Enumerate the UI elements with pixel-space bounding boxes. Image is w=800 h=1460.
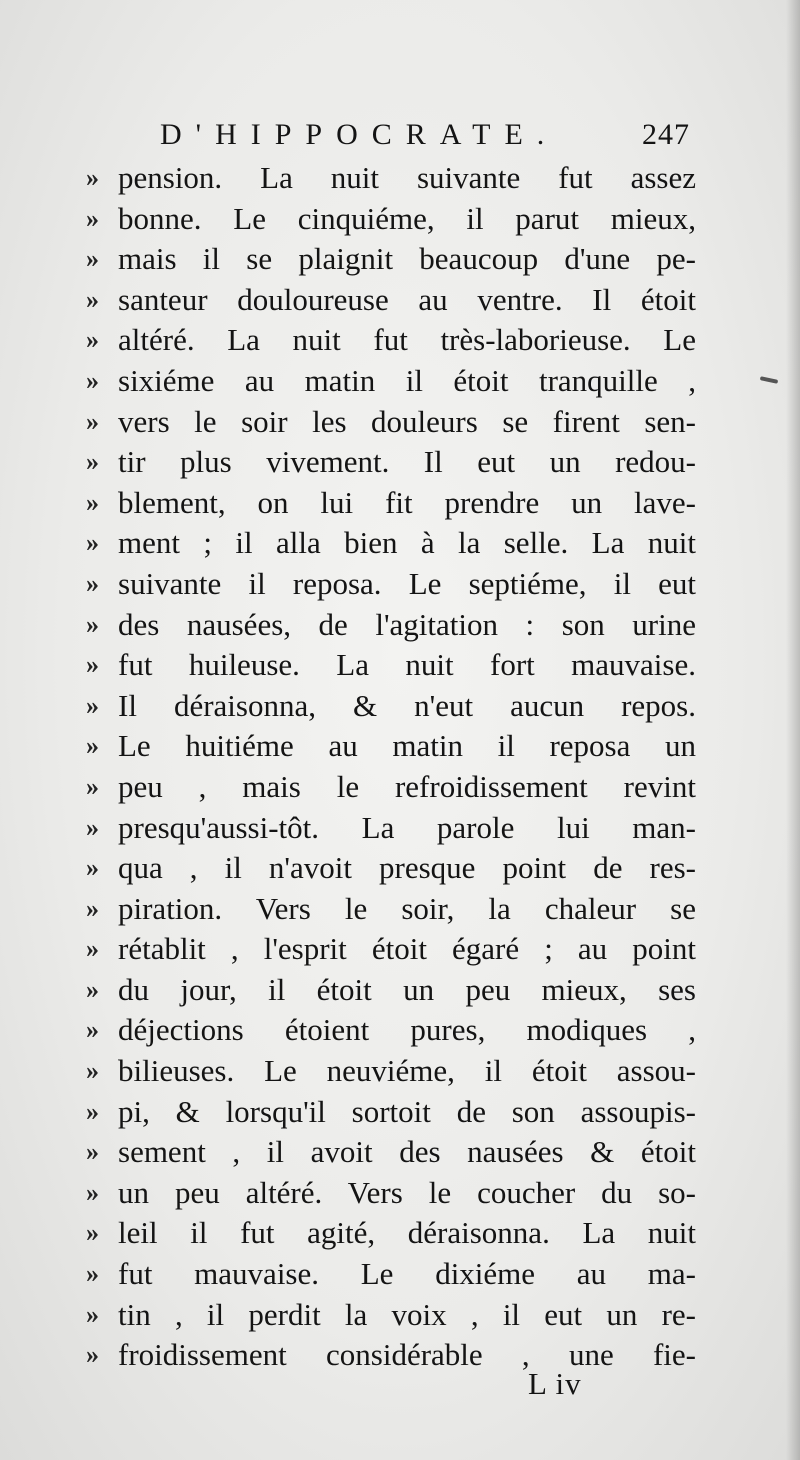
quotation-mark: » xyxy=(86,1177,99,1207)
text-line xyxy=(86,889,696,930)
text-line xyxy=(86,1010,696,1051)
quotation-mark: » xyxy=(86,609,99,639)
text-line xyxy=(86,605,696,646)
text-line xyxy=(86,929,696,970)
text-line xyxy=(86,239,696,280)
text-line xyxy=(86,1335,696,1376)
quotation-mark: » xyxy=(86,853,99,883)
line-text: déjections étoient pures, modiques , xyxy=(118,1012,696,1048)
line-text: piration. Vers le soir, la chaleur se xyxy=(118,890,696,926)
quotation-mark: » xyxy=(86,1340,99,1370)
quotation-mark: » xyxy=(86,568,99,598)
quotation-mark: » xyxy=(86,163,99,192)
line-text: pension. La nuit suivante fut assez xyxy=(118,160,696,195)
quotation-mark: » xyxy=(86,812,99,842)
text-line xyxy=(86,280,696,321)
line-text: presqu'aussi-tôt. La parole lui man- xyxy=(118,809,696,845)
text-line xyxy=(86,848,696,889)
text-line xyxy=(86,320,696,361)
quotation-mark: » xyxy=(86,1096,99,1126)
text-line xyxy=(86,686,696,727)
text-line xyxy=(86,442,696,483)
page-number: 247 xyxy=(642,118,690,151)
text-line xyxy=(86,199,696,240)
text-line xyxy=(86,1051,696,1092)
line-text: mais il se plaignit beaucoup d'une pe- xyxy=(118,241,696,277)
running-title: D'HIPPOCRATE. xyxy=(160,118,559,151)
quotation-mark: » xyxy=(86,934,99,964)
text-line xyxy=(86,1295,696,1336)
quotation-mark: » xyxy=(86,447,99,477)
text-line xyxy=(86,970,696,1011)
text-line xyxy=(86,1173,696,1214)
text-line xyxy=(86,158,696,199)
quotation-mark: » xyxy=(86,731,99,761)
line-text: fut huileuse. La nuit fort mauvaise. xyxy=(118,647,696,683)
text-line xyxy=(86,564,696,605)
line-text: des nausées, de l'agitation : son urine xyxy=(118,606,696,642)
text-line xyxy=(86,1092,696,1133)
line-text: Le huitiéme au matin il reposa un xyxy=(118,728,696,764)
text-line xyxy=(86,1132,696,1173)
text-line xyxy=(86,361,696,402)
line-text: blement, on lui fit prendre un lave- xyxy=(118,484,696,520)
quotation-mark: » xyxy=(86,1218,99,1248)
line-text: sement , il avoit des nausées & étoit xyxy=(118,1134,696,1170)
line-text: un peu altéré. Vers le coucher du so- xyxy=(118,1174,696,1210)
line-text: fut mauvaise. Le dixiéme au ma- xyxy=(118,1256,696,1292)
quotation-mark: » xyxy=(86,893,99,923)
quotation-mark: » xyxy=(86,203,99,233)
text-line xyxy=(86,1254,696,1295)
line-text: sixiéme au matin il étoit tranquille , xyxy=(118,362,696,398)
quotation-mark: » xyxy=(86,974,99,1004)
quotation-mark: » xyxy=(86,244,99,274)
line-text: peu , mais le refroidissement revint xyxy=(118,768,696,804)
line-text: tin , il perdit la voix , il eut un re- xyxy=(118,1296,696,1332)
line-text: froidissement considérable , une fie- xyxy=(118,1337,696,1373)
line-text: vers le soir les douleurs se firent sen- xyxy=(118,403,696,439)
quotation-mark: » xyxy=(86,1137,99,1167)
text-line xyxy=(86,767,696,808)
line-text: du jour, il étoit un peu mieux, ses xyxy=(118,971,696,1007)
quotation-mark: » xyxy=(86,1259,99,1289)
line-text: altéré. La nuit fut très-laborieuse. Le xyxy=(118,322,696,358)
line-text: santeur douloureuse au ventre. Il étoit xyxy=(118,281,696,317)
quotation-mark: » xyxy=(86,284,99,314)
text-line xyxy=(86,483,696,524)
line-text: bonne. Le cinquiéme, il parut mieux, xyxy=(118,200,696,236)
quotation-mark: » xyxy=(86,325,99,355)
text-line xyxy=(86,645,696,686)
quotation-mark: » xyxy=(86,406,99,436)
line-text: qua , il n'avoit presque point de res- xyxy=(118,850,696,886)
signature-mark: L iv xyxy=(528,1366,582,1401)
body-text xyxy=(86,158,696,1376)
quotation-mark: » xyxy=(86,365,99,395)
line-text: rétablit , l'esprit étoit égaré ; au point xyxy=(118,931,696,967)
text-line xyxy=(86,402,696,443)
quotation-mark: » xyxy=(86,1056,99,1086)
text-line xyxy=(86,1213,696,1254)
quotation-mark: » xyxy=(86,771,99,801)
line-text: tir plus vivement. Il eut un redou- xyxy=(118,444,696,480)
text-line xyxy=(86,523,696,564)
page-edge-shadow xyxy=(786,0,800,1460)
line-text: Il déraisonna, & n'eut aucun repos. xyxy=(118,687,696,723)
line-text: bilieuses. Le neuviéme, il étoit assou- xyxy=(118,1053,696,1089)
line-text: leil il fut agité, déraisonna. La nuit xyxy=(118,1215,696,1251)
text-line xyxy=(86,726,696,767)
quotation-mark: » xyxy=(86,1299,99,1329)
line-text: ment ; il alla bien à la selle. La nuit xyxy=(118,525,696,561)
quotation-mark: » xyxy=(86,528,99,558)
line-text: pi, & lorsqu'il sortoit de son assoupis- xyxy=(118,1093,696,1129)
page-header xyxy=(160,118,690,162)
quotation-mark: » xyxy=(86,690,99,720)
margin-mark xyxy=(760,376,778,384)
text-line xyxy=(86,808,696,849)
line-text: suivante il reposa. Le septiéme, il eut xyxy=(118,565,696,601)
quotation-mark: » xyxy=(86,487,99,517)
quotation-mark: » xyxy=(86,1015,99,1045)
quotation-mark: » xyxy=(86,650,99,680)
